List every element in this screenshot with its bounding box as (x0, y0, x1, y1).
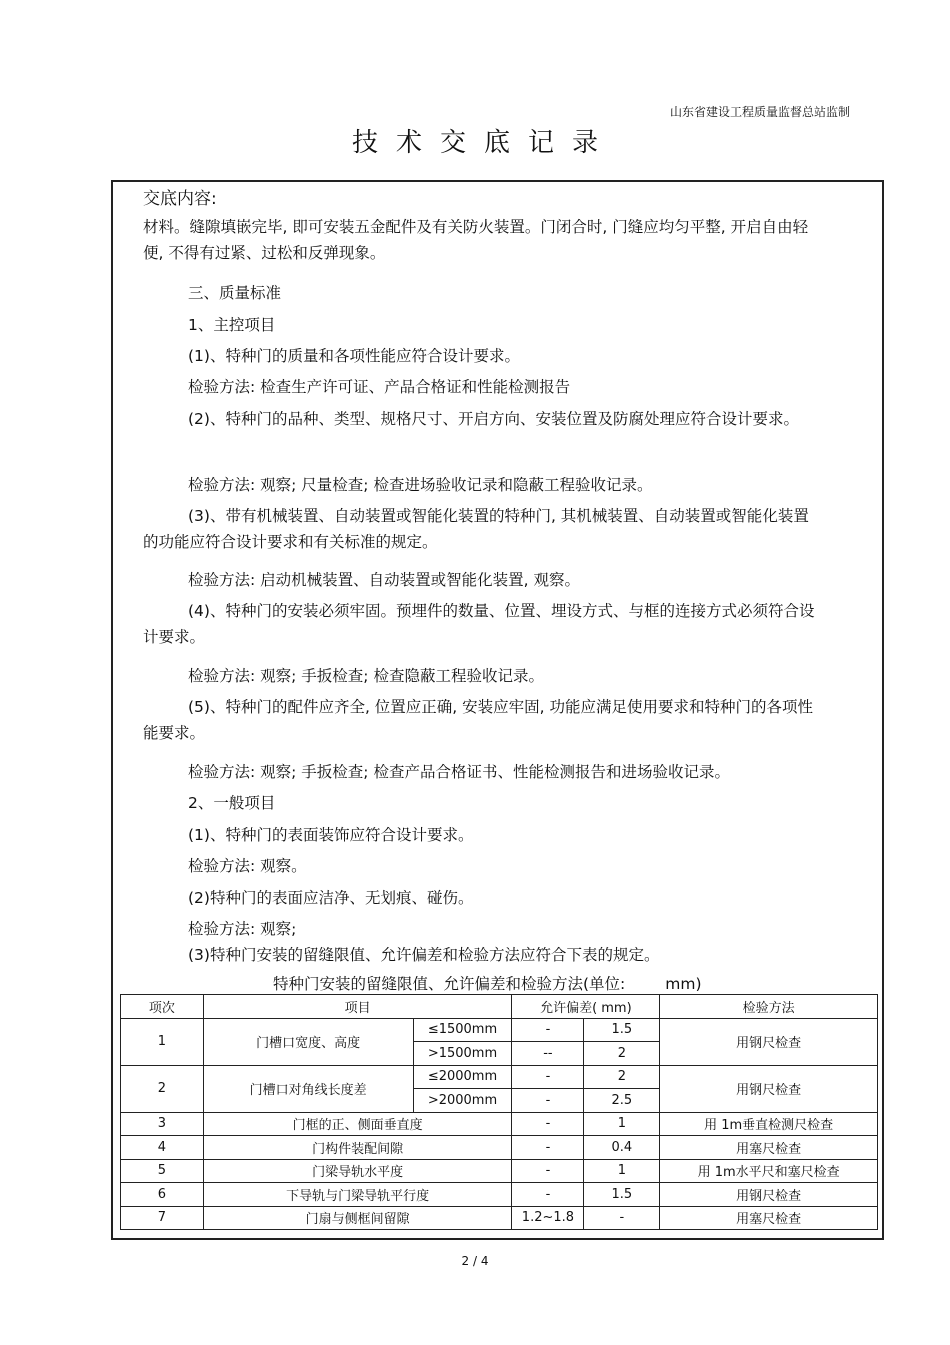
row-deviation: 1 (584, 1159, 660, 1183)
row-gap-limit: -- (512, 1042, 584, 1066)
table-row (121, 1183, 878, 1207)
paragraph: 检验方法: 观察。 (188, 857, 307, 875)
table-row (121, 1136, 878, 1160)
spec-table (120, 994, 878, 1230)
record-frame (111, 180, 884, 1240)
paragraph: 检验方法: 观察; 手扳检查; 检查产品合格证书、性能检测报告和进场验收记录。 (188, 763, 730, 781)
row-gap-limit: - (512, 1136, 584, 1160)
row-number: 6 (121, 1183, 204, 1207)
row-number: 3 (121, 1112, 204, 1136)
paragraph: 检验方法: 观察; 手扳检查; 检查隐蔽工程验收记录。 (188, 667, 544, 685)
row-subitem: ≤2000mm (413, 1065, 512, 1089)
row-number: 1 (121, 1018, 204, 1065)
header-cell: 检验方法 (660, 995, 878, 1019)
row-subitem: ≤1500mm (413, 1018, 512, 1042)
row-deviation: 2 (584, 1065, 660, 1089)
row-item: 门槽口宽度、高度 (203, 1018, 413, 1065)
table-row (121, 1159, 878, 1183)
row-gap-limit: - (512, 1183, 584, 1207)
row-gap-limit: - (512, 1159, 584, 1183)
table-row (121, 1206, 878, 1230)
paragraph: (5)、特种门的配件应齐全, 位置应正确, 安装应牢固, 功能应满足使用要求和特种门的各项性能要求。 (143, 698, 814, 742)
paragraph: (3)特种门安装的留缝限值、允许偏差和检验方法应符合下表的规定。 (188, 946, 660, 964)
paragraph: (1)、特种门的表面装饰应符合设计要求。 (188, 826, 474, 844)
table-caption (273, 972, 702, 994)
row-gap-limit: - (512, 1112, 584, 1136)
row-method: 用塞尺检查 (660, 1206, 878, 1230)
row-number: 7 (121, 1206, 204, 1230)
paragraph: 2、一般项目 (188, 794, 276, 812)
row-deviation: 1.5 (584, 1018, 660, 1042)
table-row (121, 1112, 878, 1136)
row-number: 5 (121, 1159, 204, 1183)
header-note: 山东省建设工程质量监督总站监制 (669, 105, 850, 119)
table-header-row (121, 995, 878, 1019)
header-cell: 项目 (203, 995, 512, 1019)
row-deviation: 0.4 (584, 1136, 660, 1160)
row-method: 用塞尺检查 (660, 1136, 878, 1160)
row-item: 门槽口对角线长度差 (203, 1065, 413, 1112)
paragraph: (1)、特种门的质量和各项性能应符合设计要求。 (188, 347, 520, 365)
paragraph: (2)特种门的表面应洁净、无划痕、碰伤。 (188, 889, 474, 907)
row-method: 用钢尺检查 (660, 1183, 878, 1207)
paragraph: 检验方法: 启动机械装置、自动装置或智能化装置, 观察。 (188, 571, 581, 589)
row-deviation: 2 (584, 1042, 660, 1066)
row-item: 门构件装配间隙 (203, 1136, 512, 1160)
row-item: 下导轨与门梁导轨平行度 (203, 1183, 512, 1207)
row-method: 用 1m垂直检测尺检查 (660, 1112, 878, 1136)
row-item: 门扇与侧框间留隙 (203, 1206, 512, 1230)
header-cell: 允许偏差( mm) (512, 995, 660, 1019)
paragraph: (4)、特种门的安装必须牢固。预埋件的数量、位置、埋设方式、与框的连接方式必须符合设计要求。 (143, 602, 815, 646)
page-number: 2 / 4 (461, 1254, 489, 1268)
row-subitem: >2000mm (413, 1089, 512, 1113)
row-deviation: 1.5 (584, 1183, 660, 1207)
row-gap-limit: - (512, 1065, 584, 1089)
paragraph: (2)、特种门的品种、类型、规格尺寸、开启方向、安装位置及防腐处理应符合设计要求。 (188, 410, 799, 428)
paragraph: 检验方法: 观察; 尺量检查; 检查进场验收记录和隐蔽工程验收记录。 (188, 476, 653, 494)
row-subitem: >1500mm (413, 1042, 512, 1066)
row-gap-limit: 1.2~1.8 (512, 1206, 584, 1230)
paragraph: 三、质量标准 (188, 284, 282, 302)
table-caption-text: 特种门安装的留缝限值、允许偏差和检验方法(单位: (273, 975, 626, 993)
row-number: 4 (121, 1136, 204, 1160)
row-method: 用钢尺检查 (660, 1065, 878, 1112)
row-gap-limit: - (512, 1089, 584, 1113)
row-item: 门框的正、侧面垂直度 (203, 1112, 512, 1136)
paragraph: (3)、带有机械装置、自动装置或智能化装置的特种门, 其机械装置、自动装置或智能化装置的功能应符合设计要求和有关标准的规定。 (143, 507, 809, 551)
paragraph: 材料。缝隙填嵌完毕, 即可安装五金配件及有关防火装置。门闭合时, 门缝应均匀平整, 开启自由轻便, 不得有过紧、过松和反弹现象。 (143, 218, 809, 262)
row-deviation: - (584, 1206, 660, 1230)
paragraph: 检验方法: 检查生产许可证、产品合格证和性能检测报告 (188, 378, 571, 396)
row-number: 2 (121, 1065, 204, 1112)
row-deviation: 2.5 (584, 1089, 660, 1113)
paragraph: 检验方法: 观察; (188, 920, 297, 938)
paragraph: 1、主控项目 (188, 316, 276, 334)
table-row (121, 1065, 878, 1089)
row-gap-limit: - (512, 1018, 584, 1042)
document-title: 技术交底记录 (351, 128, 616, 158)
header-cell: 项次 (121, 995, 204, 1019)
row-deviation: 1 (584, 1112, 660, 1136)
row-method: 用钢尺检查 (660, 1018, 878, 1065)
row-method: 用 1m水平尺和塞尺检查 (660, 1159, 878, 1183)
content-heading: 交底内容: (143, 189, 217, 209)
table-caption-unit: mm) (665, 975, 702, 993)
table-row (121, 1018, 878, 1042)
row-item: 门梁导轨水平度 (203, 1159, 512, 1183)
